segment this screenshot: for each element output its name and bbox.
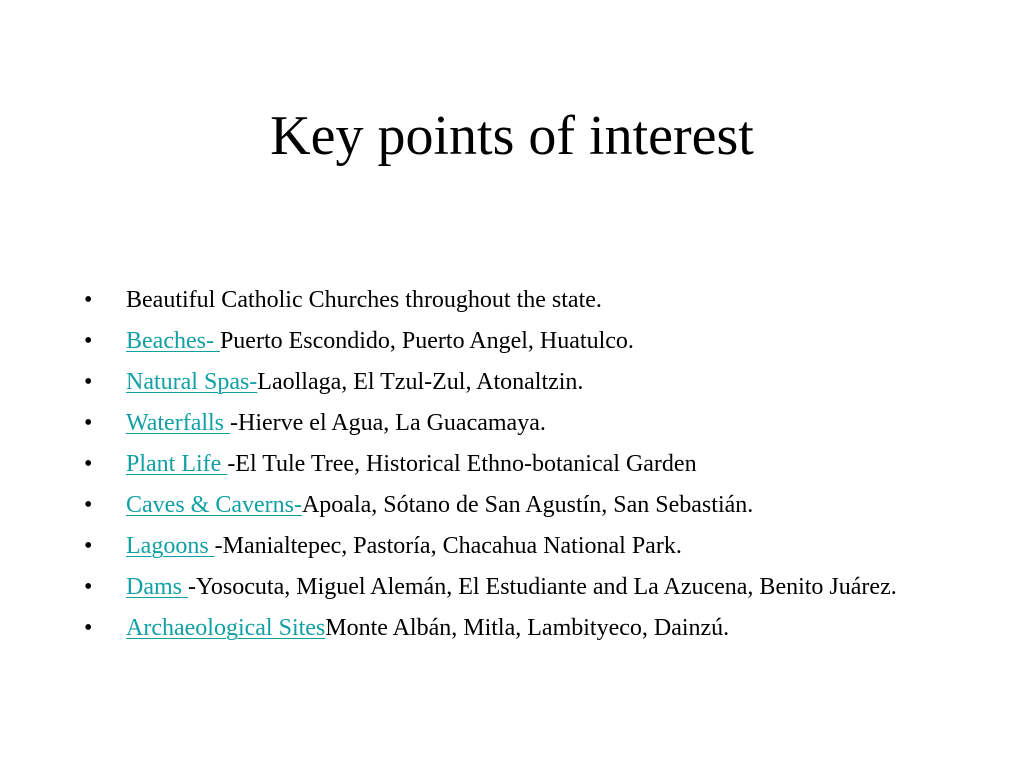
slide-title: Key points of interest xyxy=(270,105,754,167)
item-text: Apoala, Sótano de San Agustín, San Sebastián. xyxy=(301,492,754,518)
item-text: Laollaga, El Tzul-Zul, Atonaltzin. xyxy=(257,369,584,395)
item-text: Puerto Escondido, Puerto Angel, Huatulco. xyxy=(219,328,634,354)
bullet-icon: • xyxy=(84,410,93,436)
item-text: -El Tule Tree, Historical Ethno-botanical Garden xyxy=(227,451,697,477)
item-text: -Manialtepec, Pastoría, Chacahua National Park. xyxy=(214,533,682,559)
bullet-icon: • xyxy=(84,533,93,559)
link-lagoons[interactable]: Lagoons xyxy=(126,533,215,559)
item-text: -Yosocuta, Miguel Alemán, El Estudiante and La Azucena, Benito Juárez. xyxy=(188,574,897,600)
bullet-icon: • xyxy=(84,287,93,313)
item-text: Beautiful Catholic Churches throughout the state. xyxy=(126,287,602,313)
link-waterfalls[interactable]: Waterfalls xyxy=(126,410,231,436)
link-natural-spas[interactable]: Natural Spas- xyxy=(126,369,258,395)
bullet-icon: • xyxy=(84,369,93,395)
item-text: -Hierve el Agua, La Guacamaya. xyxy=(230,410,546,436)
link-plant-life[interactable]: Plant Life xyxy=(126,451,228,477)
link-caves-caverns[interactable]: Caves & Caverns- xyxy=(126,492,302,518)
item-text: Monte Albán, Mitla, Lambityeco, Dainzú. xyxy=(325,615,730,641)
list-item xyxy=(84,447,964,481)
bullet-icon: • xyxy=(84,574,93,600)
list-item xyxy=(84,570,964,604)
bullet-icon: • xyxy=(84,615,93,641)
list-item xyxy=(84,406,964,440)
list-item xyxy=(84,365,964,399)
bullet-icon: • xyxy=(84,451,93,477)
link-dams[interactable]: Dams xyxy=(126,574,188,600)
bullet-icon: • xyxy=(84,328,93,354)
list-item xyxy=(84,488,964,522)
bullet-list xyxy=(84,283,964,652)
list-item xyxy=(84,529,964,563)
link-beaches[interactable]: Beaches- xyxy=(126,328,220,354)
list-item xyxy=(84,283,964,317)
list-item xyxy=(84,611,964,645)
list-item xyxy=(84,324,964,358)
bullet-icon: • xyxy=(84,492,93,518)
link-archaeological-sites[interactable]: Archaeological Sites xyxy=(126,615,326,641)
